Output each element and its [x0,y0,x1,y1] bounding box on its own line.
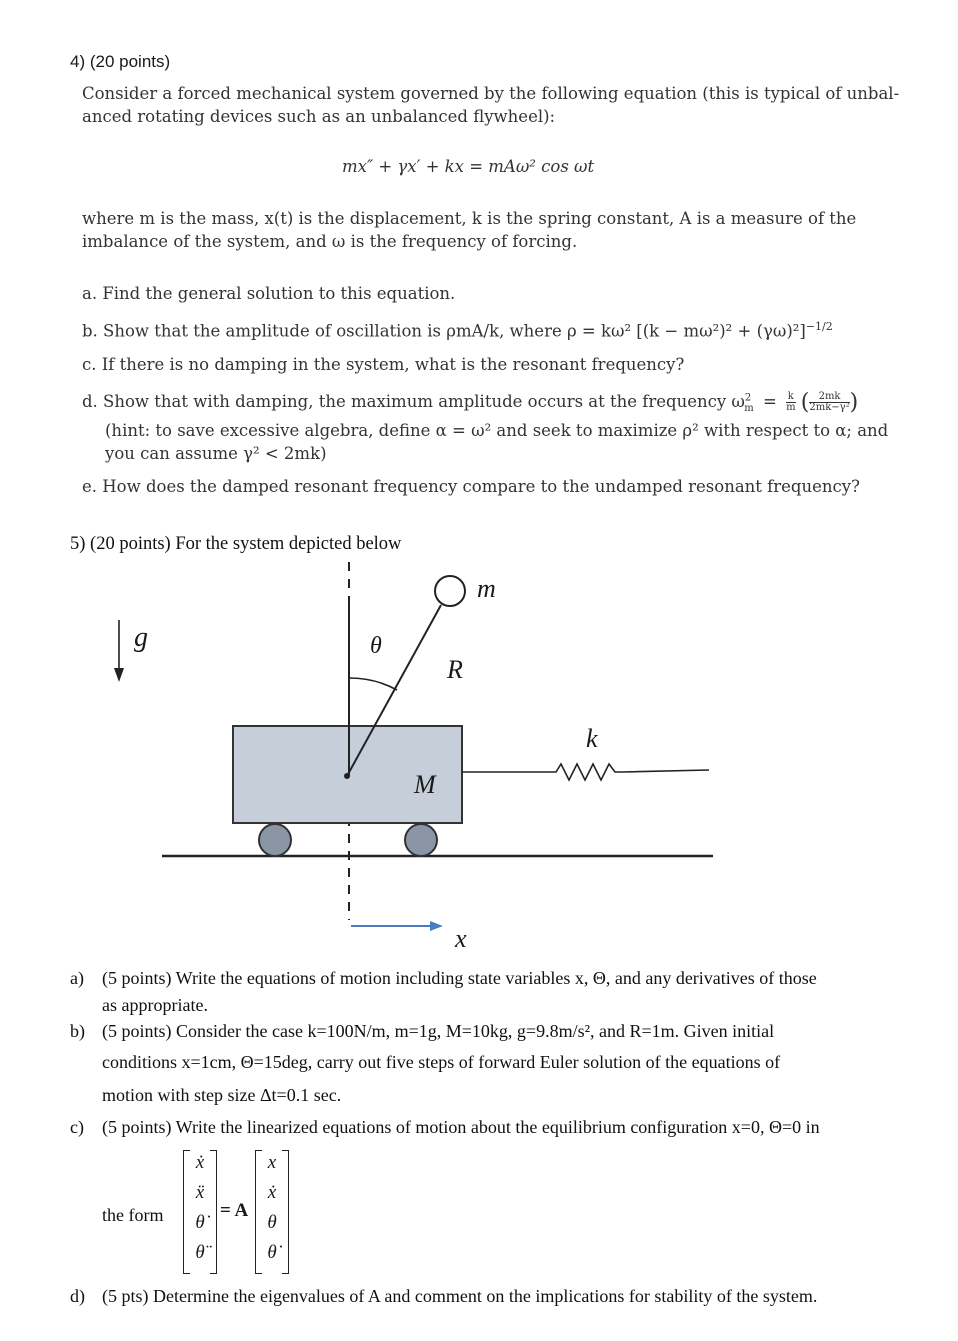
pendulum-bob [435,576,465,606]
rhs-state-vector [255,1150,289,1274]
label-theta: θ [370,633,382,659]
label-k: k [586,724,598,753]
cart-wheel-left [259,824,291,856]
problem-4-part-d-text: d. Show that with damping, the maximum amplitude occurs at the frequency ω [82,392,745,411]
problem-4-where-line-2: imbalance of the system, and ω is the frequency of forcing. [82,232,578,251]
rhs-entry-2: ẋ [267,1182,277,1203]
spring [462,764,709,780]
gravity-arrow-head [114,668,124,682]
x-arrow-head [430,921,443,931]
problem-4-part-d-sub: m [744,403,754,415]
problem-4-part-e: e. How does the damped resonant frequency compare to the undamped resonant frequency? [82,477,860,496]
rhs-entry-1: x [267,1152,277,1173]
label-M: M [414,770,436,799]
problem-4-part-b-text: b. Show that the amplitude of oscillation is ρmA/k, where ρ = kω² [(k − mω²)² + (γω)²] [82,321,806,341]
pivot-point [344,773,350,779]
problem-5-a-line-1: (5 points) Write the equations of motion including state variables x, Θ, and any derivatives of those [102,968,817,988]
problem-5-b-line-2: conditions x=1cm, Θ=15deg, carry out five steps of forward Euler solution of the equations of [102,1052,781,1072]
label-g: g [134,622,148,653]
problem-5-b-line-3: motion with step size Δt=0.1 sec. [102,1085,342,1105]
problem-4-header: 4) (20 points) [70,52,171,71]
rhs-entry-3: θ [267,1212,277,1233]
problem-5-a-marker: a) [70,968,84,988]
fraction-2-denominator: 2mk−γ² [809,402,850,413]
problem-5-d-line-1: (5 pts) Determine the eigenvalues of A and comment on the implications for stability of the system. [102,1286,818,1306]
problem-4-part-d-line-3: you can assume γ² < 2mk) [105,444,327,463]
problem-5-header: 5) (20 points) For the system depicted below [70,534,402,554]
equals-A: = A [220,1200,249,1221]
problem-5-c-marker: c) [70,1117,84,1137]
rhs-entry-4: θ̇ [267,1242,277,1263]
label-x: x [455,924,467,953]
problem-4-intro-line-2: anced rotating devices such as an unbalanced flywheel): [82,107,556,126]
problem-5-a-line-2: as appropriate. [102,995,208,1015]
problem-4-part-c: c. If there is no damping in the system, what is the resonant frequency? [82,355,685,374]
problem-4-part-d-sup: 2 [744,392,752,404]
problem-5-b-marker: b) [70,1021,85,1041]
fraction-2-numerator: 2mk [809,392,849,403]
fraction-1-numerator: k [787,391,794,402]
problem-5-c-form-text: the form [102,1205,164,1225]
fraction-1-denominator: m [786,402,796,413]
lhs-entry-1: ẋ [195,1152,205,1173]
problem-4-part-d-line-1: d. Show that with damping, the maximum amplitude occurs at the frequency $\omega^2_m$ = $\frac{k}{m}$ ( $\frac{2mk}{\text{2mk−γ²}}$ ) [82,390,859,415]
problem-4-part-d-line-2: (hint: to save excessive algebra, define α = ω² and seek to maximize ρ² with respect to α; and [105,421,889,440]
problem-4-where-line-1: where m is the mass, x(t) is the displacement, k is the spring constant, A is a measure of the [82,209,857,228]
lhs-state-derivative-vector [183,1150,217,1274]
problem-5-c-line-1: (5 points) Write the linearized equations of motion about the equilibrium configuration x=0, Θ=0 in [102,1117,820,1137]
lhs-entry-3: θ̇ [195,1212,205,1233]
theta-arc [349,678,397,690]
problem-4-part-b-exponent: −1/2 [805,320,833,333]
cart-wheel-right [405,824,437,856]
problem-5-b-line-1: (5 points) Consider the case k=100N/m, m=1g, M=10kg, g=9.8m/s², and R=1m. Given initial [102,1021,775,1041]
label-m: m [477,574,496,603]
problem-4-part-a: a. Find the general solution to this equation. [82,284,456,303]
problem-4-part-d-equals: = [762,392,777,411]
lhs-entry-4: θ̈ [195,1242,205,1263]
problem-4-equation: mx″ + γx′ + kx = mAω² cos ωt [342,157,595,176]
lhs-entry-2: ẍ [195,1182,205,1203]
label-R: R [447,655,463,684]
problem-5-d-marker: d) [70,1286,85,1306]
problem-4-intro-line-1: Consider a forced mechanical system governed by the following equation (this is typical of unbal- [82,84,900,103]
